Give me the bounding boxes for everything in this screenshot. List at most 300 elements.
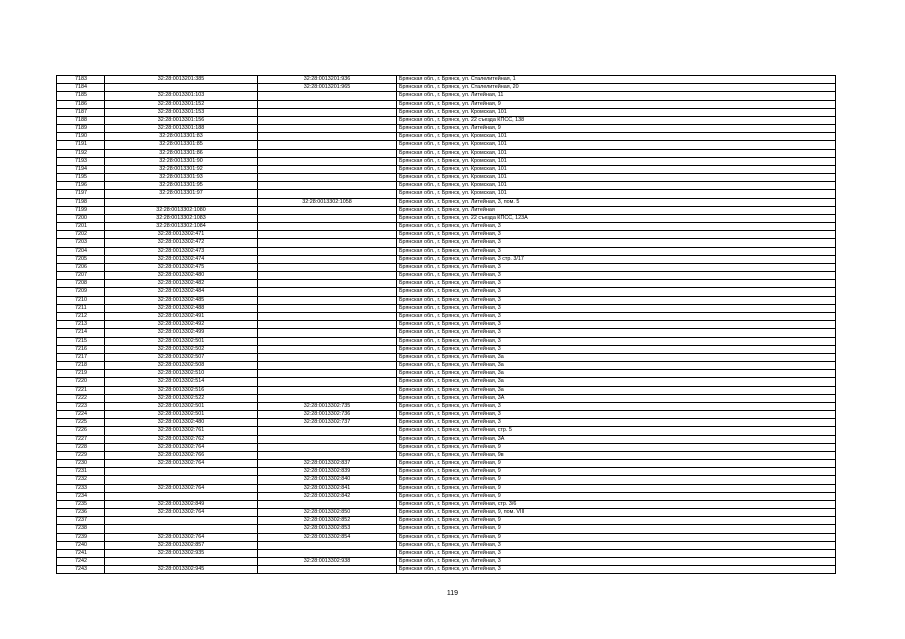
table-row <box>57 525 836 533</box>
parent-cadastral-number-cell <box>258 329 397 337</box>
row-number-cell: 7240 <box>57 541 105 549</box>
cadastral-number-cell: 32:28:0013302:761 <box>105 427 258 435</box>
address-cell: Брянская обл., г. Брянск, ул. Литейная, 3 <box>397 247 836 255</box>
parent-cadastral-number-cell <box>258 133 397 141</box>
address-cell: Брянская обл., г. Брянск, ул. Литейная, 11 <box>397 92 836 100</box>
table-row <box>57 263 836 271</box>
parent-cadastral-number-cell <box>258 378 397 386</box>
table-row <box>57 541 836 549</box>
row-number-cell: 7195 <box>57 174 105 182</box>
parent-cadastral-number-cell <box>258 272 397 280</box>
row-number-cell: 7242 <box>57 558 105 566</box>
cadastral-number-cell: 32:28:0013302:484 <box>105 288 258 296</box>
row-number-cell: 7213 <box>57 321 105 329</box>
parent-cadastral-number-cell <box>258 549 397 557</box>
address-cell: Брянская обл., г. Брянск, ул. Кромская, 101 <box>397 133 836 141</box>
row-number-cell: 7233 <box>57 484 105 492</box>
table-row <box>57 378 836 386</box>
address-cell: Брянская обл., г. Брянск, ул. Кромская, 101 <box>397 108 836 116</box>
cadastral-number-cell: 32:28:0013302:485 <box>105 296 258 304</box>
row-number-cell: 7189 <box>57 125 105 133</box>
table-row <box>57 133 836 141</box>
address-cell: Брянская обл., г. Брянск, ул. Литейная, 3 <box>397 402 836 410</box>
row-number-cell: 7215 <box>57 337 105 345</box>
cadastral-number-cell: 32:28:0013302:491 <box>105 312 258 320</box>
parent-cadastral-number-cell <box>258 386 397 394</box>
table-row <box>57 451 836 459</box>
cadastral-number-cell: 32:28:0013302:482 <box>105 280 258 288</box>
address-cell: Брянская обл., г. Брянск, ул. Литейная, 3 <box>397 304 836 312</box>
address-cell: Брянская обл., г. Брянск, ул. Литейная, 3а <box>397 353 836 361</box>
parent-cadastral-number-cell <box>258 296 397 304</box>
parent-cadastral-number-cell <box>258 231 397 239</box>
cadastral-number-cell: 32:28:0013302:480 <box>105 272 258 280</box>
table-row <box>57 100 836 108</box>
cadastral-number-cell: 32:28:0013302:475 <box>105 263 258 271</box>
cadastral-number-cell: 32:28:0013201:385 <box>105 76 258 84</box>
address-cell: Брянская обл., г. Брянск, ул. Литейная, 3а <box>397 386 836 394</box>
address-cell: Брянская обл., г. Брянск, ул. Литейная, 3, пом. 5 <box>397 198 836 206</box>
parent-cadastral-number-cell <box>258 255 397 263</box>
row-number-cell: 7210 <box>57 296 105 304</box>
cadastral-number-cell <box>105 476 258 484</box>
table-row <box>57 141 836 149</box>
address-cell: Брянская обл., г. Брянск, ул. Литейная, 9 <box>397 125 836 133</box>
parent-cadastral-number-cell <box>258 263 397 271</box>
parent-cadastral-number-cell: 32:28:0013302:1058 <box>258 198 397 206</box>
row-number-cell: 7206 <box>57 263 105 271</box>
address-cell: Брянская обл., г. Брянск, ул. Кромская, 101 <box>397 141 836 149</box>
row-number-cell: 7188 <box>57 116 105 124</box>
row-number-cell: 7212 <box>57 312 105 320</box>
parent-cadastral-number-cell <box>258 280 397 288</box>
cadastral-number-cell: 32:28:0013302:766 <box>105 451 258 459</box>
parent-cadastral-number-cell: 32:28:0013302:850 <box>258 509 397 517</box>
row-number-cell: 7185 <box>57 92 105 100</box>
parent-cadastral-number-cell: 32:28:0013302:854 <box>258 533 397 541</box>
address-cell: Брянская обл., г. Брянск, ул. Кромская, 101 <box>397 149 836 157</box>
table-row <box>57 272 836 280</box>
parent-cadastral-number-cell: 32:28:0013302:841 <box>258 484 397 492</box>
address-cell: Брянская обл., г. Брянск, ул. Литейная, 3 <box>397 280 836 288</box>
parent-cadastral-number-cell <box>258 345 397 353</box>
parent-cadastral-number-cell <box>258 435 397 443</box>
cadastral-number-cell: 32:28:0013301:156 <box>105 116 258 124</box>
parent-cadastral-number-cell <box>258 541 397 549</box>
row-number-cell: 7231 <box>57 468 105 476</box>
table-row <box>57 165 836 173</box>
cadastral-number-cell <box>105 492 258 500</box>
table-row <box>57 296 836 304</box>
address-cell: Брянская обл., г. Брянск, ул. Литейная, 3 <box>397 337 836 345</box>
row-number-cell: 7218 <box>57 362 105 370</box>
cadastral-number-cell: 32:28:0013302:1084 <box>105 223 258 231</box>
address-cell: Брянская обл., г. Брянск, ул. Литейная, 9 <box>397 476 836 484</box>
parent-cadastral-number-cell <box>258 288 397 296</box>
parent-cadastral-number-cell <box>258 321 397 329</box>
table-row <box>57 231 836 239</box>
address-cell: Брянская обл., г. Брянск, ул. Литейная, 3 стр. 3/17 <box>397 255 836 263</box>
cadastral-number-cell <box>105 468 258 476</box>
table-row <box>57 345 836 353</box>
table-row <box>57 198 836 206</box>
parent-cadastral-number-cell <box>258 116 397 124</box>
address-cell: Брянская обл., г. Брянск, ул. Литейная, 3 <box>397 411 836 419</box>
cadastral-number-cell: 32:28:0013302:849 <box>105 500 258 508</box>
parent-cadastral-number-cell <box>258 92 397 100</box>
row-number-cell: 7204 <box>57 247 105 255</box>
cadastral-number-cell: 32:28:0013302:764 <box>105 484 258 492</box>
table-row <box>57 304 836 312</box>
parent-cadastral-number-cell <box>258 247 397 255</box>
cadastral-number-cell: 32:28:0013301:188 <box>105 125 258 133</box>
parent-cadastral-number-cell <box>258 174 397 182</box>
cadastral-number-cell: 32:28:0013302:501 <box>105 337 258 345</box>
table-row <box>57 566 836 574</box>
table-row <box>57 84 836 92</box>
parent-cadastral-number-cell: 32:28:0013302:853 <box>258 525 397 533</box>
table-row <box>57 116 836 124</box>
row-number-cell: 7207 <box>57 272 105 280</box>
cadastral-number-cell: 32:28:0013302:510 <box>105 370 258 378</box>
cadastral-number-cell <box>105 558 258 566</box>
table-row <box>57 182 836 190</box>
row-number-cell: 7203 <box>57 239 105 247</box>
cadastral-number-cell: 32:28:0013301:103 <box>105 92 258 100</box>
table-row <box>57 549 836 557</box>
parent-cadastral-number-cell: 32:28:0013302:842 <box>258 492 397 500</box>
parent-cadastral-number-cell <box>258 100 397 108</box>
cadastral-number-cell: 32:28:0013302:764 <box>105 509 258 517</box>
cadastral-number-cell: 32:28:0013302:488 <box>105 304 258 312</box>
table-row <box>57 533 836 541</box>
address-cell: Брянская обл., г. Брянск, ул. Литейная, 3 <box>397 345 836 353</box>
address-cell: Брянская обл., г. Брянск, ул. Литейная, 3а <box>397 370 836 378</box>
cadastral-number-cell: 32:28:0013301:152 <box>105 100 258 108</box>
parent-cadastral-number-cell <box>258 394 397 402</box>
address-cell: Брянская обл., г. Брянск, ул. Литейная, 3А <box>397 394 836 402</box>
address-cell: Брянская обл., г. Брянск, ул. Литейная, 3 <box>397 549 836 557</box>
cadastral-number-cell: 32:28:0013302:764 <box>105 460 258 468</box>
row-number-cell: 7220 <box>57 378 105 386</box>
table-row <box>57 353 836 361</box>
row-number-cell: 7235 <box>57 500 105 508</box>
cadastral-number-cell: 32:28:0013302:1083 <box>105 214 258 222</box>
row-number-cell: 7192 <box>57 149 105 157</box>
parent-cadastral-number-cell <box>258 206 397 214</box>
cadastral-number-cell: 32:28:0013301:95 <box>105 182 258 190</box>
address-cell: Брянская обл., г. Брянск, ул. Литейная, 3а <box>397 362 836 370</box>
parent-cadastral-number-cell: 32:28:0013201:965 <box>258 84 397 92</box>
address-cell: Брянская обл., г. Брянск, ул. Литейная, 9 <box>397 460 836 468</box>
address-cell: Брянская обл., г. Брянск, ул. Литейная, 9 <box>397 533 836 541</box>
row-number-cell: 7187 <box>57 108 105 116</box>
address-cell: Брянская обл., г. Брянск, ул. Литейная <box>397 206 836 214</box>
cadastral-number-cell <box>105 84 258 92</box>
address-cell: Брянская обл., г. Брянск, ул. Кромская, 101 <box>397 174 836 182</box>
cadastral-number-cell: 32:28:0013302:508 <box>105 362 258 370</box>
row-number-cell: 7217 <box>57 353 105 361</box>
table-row <box>57 174 836 182</box>
cadastral-number-cell: 32:28:0013302:499 <box>105 329 258 337</box>
address-cell: Брянская обл., г. Брянск, ул. Литейная, 9, пом. VIII <box>397 509 836 517</box>
parent-cadastral-number-cell <box>258 427 397 435</box>
table-row <box>57 125 836 133</box>
cadastral-number-cell: 32:28:0013301:153 <box>105 108 258 116</box>
row-number-cell: 7239 <box>57 533 105 541</box>
cadastral-number-cell: 32:28:0013302:1080 <box>105 206 258 214</box>
row-number-cell: 7214 <box>57 329 105 337</box>
table-row <box>57 337 836 345</box>
row-number-cell: 7232 <box>57 476 105 484</box>
parent-cadastral-number-cell <box>258 370 397 378</box>
cadastral-number-cell: 32:28:0013301:97 <box>105 190 258 198</box>
cadastral-number-cell: 32:28:0013301:83 <box>105 133 258 141</box>
address-cell: Брянская обл., г. Брянск, ул. Литейная, 3 <box>397 231 836 239</box>
address-cell: Брянская обл., г. Брянск, ул. Литейная, 3 <box>397 296 836 304</box>
row-number-cell: 7199 <box>57 206 105 214</box>
cadastral-number-cell: 32:28:0013302:516 <box>105 386 258 394</box>
row-number-cell: 7222 <box>57 394 105 402</box>
table-row <box>57 108 836 116</box>
table-row <box>57 214 836 222</box>
parent-cadastral-number-cell: 32:28:0013201:936 <box>258 76 397 84</box>
cadastral-number-cell: 32:28:0013301:92 <box>105 165 258 173</box>
table-row <box>57 394 836 402</box>
table-row <box>57 288 836 296</box>
row-number-cell: 7238 <box>57 525 105 533</box>
parent-cadastral-number-cell <box>258 149 397 157</box>
cadastral-number-cell: 32:28:0013302:507 <box>105 353 258 361</box>
address-cell: Брянская обл., г. Брянск, ул. Литейная, 3 <box>397 566 836 574</box>
address-cell: Брянская обл., г. Брянск, ул. Литейная, 3А <box>397 435 836 443</box>
table-row <box>57 386 836 394</box>
row-number-cell: 7241 <box>57 549 105 557</box>
table-row <box>57 476 836 484</box>
row-number-cell: 7205 <box>57 255 105 263</box>
cadastral-number-cell: 32:28:0013302:522 <box>105 394 258 402</box>
table-row <box>57 280 836 288</box>
parent-cadastral-number-cell <box>258 566 397 574</box>
row-number-cell: 7219 <box>57 370 105 378</box>
row-number-cell: 7223 <box>57 402 105 410</box>
address-cell: Брянская обл., г. Брянск, ул. Литейная, 9 <box>397 492 836 500</box>
address-cell: Брянская обл., г. Брянск, ул. Литейная, 3а <box>397 378 836 386</box>
row-number-cell: 7225 <box>57 419 105 427</box>
parent-cadastral-number-cell: 32:28:0013302:839 <box>258 468 397 476</box>
address-cell: Брянская обл., г. Брянск, ул. Литейная, 3 <box>397 321 836 329</box>
table-row <box>57 149 836 157</box>
cadastral-number-cell <box>105 198 258 206</box>
cadastral-number-cell: 32:28:0013302:472 <box>105 239 258 247</box>
row-number-cell: 7208 <box>57 280 105 288</box>
address-cell: Брянская обл., г. Брянск, ул. Кромская, 101 <box>397 165 836 173</box>
parent-cadastral-number-cell <box>258 443 397 451</box>
table-row <box>57 509 836 517</box>
parent-cadastral-number-cell <box>258 223 397 231</box>
table-row <box>57 460 836 468</box>
address-cell: Брянская обл., г. Брянск, ул. Литейная, 3 <box>397 419 836 427</box>
parent-cadastral-number-cell: 32:28:0013302:737 <box>258 419 397 427</box>
address-cell: Брянская обл., г. Брянск, ул. Литейная, стр. 5 <box>397 427 836 435</box>
row-number-cell: 7211 <box>57 304 105 312</box>
cadastral-number-cell: 32:28:0013302:480 <box>105 419 258 427</box>
parent-cadastral-number-cell: 32:28:0013302:938 <box>258 558 397 566</box>
row-number-cell: 7200 <box>57 214 105 222</box>
table-row <box>57 312 836 320</box>
cadastral-number-cell: 32:28:0013302:471 <box>105 231 258 239</box>
parent-cadastral-number-cell <box>258 190 397 198</box>
row-number-cell: 7202 <box>57 231 105 239</box>
row-number-cell: 7221 <box>57 386 105 394</box>
address-cell: Брянская обл., г. Брянск, ул. Литейная, стр. 3/6 <box>397 500 836 508</box>
table-row <box>57 558 836 566</box>
row-number-cell: 7184 <box>57 84 105 92</box>
row-number-cell: 7237 <box>57 517 105 525</box>
table-row <box>57 402 836 410</box>
table-row <box>57 492 836 500</box>
row-number-cell: 7229 <box>57 451 105 459</box>
table-row <box>57 484 836 492</box>
address-cell: Брянская обл., г. Брянск, ул. Литейная, 9 <box>397 443 836 451</box>
row-number-cell: 7224 <box>57 411 105 419</box>
cadastral-number-cell: 32:28:0013302:764 <box>105 533 258 541</box>
address-cell: Брянская обл., г. Брянск, ул. Литейная, 9 <box>397 525 836 533</box>
row-number-cell: 7193 <box>57 157 105 165</box>
cadastral-number-cell <box>105 517 258 525</box>
parent-cadastral-number-cell <box>258 312 397 320</box>
address-cell: Брянская обл., г. Брянск, ул. Сталелитейная, 20 <box>397 84 836 92</box>
address-cell: Брянская обл., г. Брянск, ул. Литейная, 3 <box>397 288 836 296</box>
table-row <box>57 362 836 370</box>
address-cell: Брянская обл., г. Брянск, ул. Кромская, 101 <box>397 157 836 165</box>
table-row <box>57 468 836 476</box>
table-row <box>57 411 836 419</box>
cadastral-number-cell: 32:28:0013302:492 <box>105 321 258 329</box>
parent-cadastral-number-cell: 32:28:0013302:852 <box>258 517 397 525</box>
row-number-cell: 7228 <box>57 443 105 451</box>
table-row <box>57 255 836 263</box>
address-cell: Брянская обл., г. Брянск, ул. Литейная, 3 <box>397 272 836 280</box>
table-row <box>57 157 836 165</box>
address-cell: Брянская обл., г. Брянск, ул. Литейная, 3 <box>397 263 836 271</box>
table-row <box>57 190 836 198</box>
row-number-cell: 7183 <box>57 76 105 84</box>
row-number-cell: 7230 <box>57 460 105 468</box>
row-number-cell: 7196 <box>57 182 105 190</box>
row-number-cell: 7186 <box>57 100 105 108</box>
parent-cadastral-number-cell: 32:28:0013302:736 <box>258 411 397 419</box>
table-body <box>57 76 836 574</box>
parent-cadastral-number-cell: 32:28:0013302:735 <box>258 402 397 410</box>
address-cell: Брянская обл., г. Брянск, ул. Литейная, 9 <box>397 484 836 492</box>
address-cell: Брянская обл., г. Брянск, ул. Литейная, 3 <box>397 558 836 566</box>
cadastral-number-cell: 32:28:0013302:764 <box>105 443 258 451</box>
cadastral-number-cell: 32:28:0013301:90 <box>105 157 258 165</box>
row-number-cell: 7209 <box>57 288 105 296</box>
row-number-cell: 7236 <box>57 509 105 517</box>
table-row <box>57 76 836 84</box>
address-cell: Брянская обл., г. Брянск, ул. Литейная, 3 <box>397 329 836 337</box>
table-row <box>57 329 836 337</box>
parent-cadastral-number-cell <box>258 304 397 312</box>
cadastral-number-cell: 32:28:0013302:501 <box>105 411 258 419</box>
address-cell: Брянская обл., г. Брянск, ул. Литейная, 9 <box>397 100 836 108</box>
parent-cadastral-number-cell <box>258 125 397 133</box>
parent-cadastral-number-cell <box>258 239 397 247</box>
parent-cadastral-number-cell <box>258 214 397 222</box>
cadastral-number-cell: 32:28:0013302:762 <box>105 435 258 443</box>
parent-cadastral-number-cell <box>258 141 397 149</box>
table-row <box>57 92 836 100</box>
cadastral-table <box>56 75 836 574</box>
parent-cadastral-number-cell <box>258 108 397 116</box>
cadastral-number-cell: 32:28:0013301:86 <box>105 149 258 157</box>
address-cell: Брянская обл., г. Брянск, ул. Кромская, 101 <box>397 182 836 190</box>
row-number-cell: 7197 <box>57 190 105 198</box>
cadastral-number-cell: 32:28:0013302:857 <box>105 541 258 549</box>
table-row <box>57 321 836 329</box>
table-row <box>57 239 836 247</box>
address-cell: Брянская обл., г. Брянск, ул. 22 съезда КПСС, 138 <box>397 116 836 124</box>
cadastral-number-cell: 32:28:0013301:93 <box>105 174 258 182</box>
cadastral-number-cell: 32:28:0013302:474 <box>105 255 258 263</box>
row-number-cell: 7201 <box>57 223 105 231</box>
parent-cadastral-number-cell <box>258 337 397 345</box>
parent-cadastral-number-cell <box>258 451 397 459</box>
row-number-cell: 7194 <box>57 165 105 173</box>
address-cell: Брянская обл., г. Брянск, ул. Сталелитейная, 1 <box>397 76 836 84</box>
table-row <box>57 419 836 427</box>
cadastral-number-cell: 32:28:0013302:935 <box>105 549 258 557</box>
cadastral-number-cell: 32:28:0013302:514 <box>105 378 258 386</box>
parent-cadastral-number-cell <box>258 157 397 165</box>
parent-cadastral-number-cell: 32:28:0013302:840 <box>258 476 397 484</box>
table-row <box>57 435 836 443</box>
cadastral-number-cell: 32:28:0013302:502 <box>105 345 258 353</box>
row-number-cell: 7190 <box>57 133 105 141</box>
row-number-cell: 7216 <box>57 345 105 353</box>
table-row <box>57 223 836 231</box>
parent-cadastral-number-cell <box>258 165 397 173</box>
parent-cadastral-number-cell: 32:28:0013302:837 <box>258 460 397 468</box>
row-number-cell: 7243 <box>57 566 105 574</box>
cadastral-number-cell <box>105 525 258 533</box>
cadastral-number-cell: 32:28:0013301:85 <box>105 141 258 149</box>
address-cell: Брянская обл., г. Брянск, ул. Литейная, 9в <box>397 451 836 459</box>
table-row <box>57 206 836 214</box>
table-row <box>57 500 836 508</box>
parent-cadastral-number-cell <box>258 362 397 370</box>
address-cell: Брянская обл., г. Брянск, ул. Литейная, 3 <box>397 223 836 231</box>
table-row <box>57 517 836 525</box>
parent-cadastral-number-cell <box>258 353 397 361</box>
page-number: 119 <box>446 590 459 597</box>
cadastral-number-cell: 32:28:0013302:501 <box>105 402 258 410</box>
address-cell: Брянская обл., г. Брянск, ул. Литейная, 3 <box>397 312 836 320</box>
table-row <box>57 427 836 435</box>
parent-cadastral-number-cell <box>258 500 397 508</box>
address-cell: Брянская обл., г. Брянск, ул. Литейная, 3 <box>397 239 836 247</box>
row-number-cell: 7191 <box>57 141 105 149</box>
row-number-cell: 7227 <box>57 435 105 443</box>
cadastral-number-cell: 32:28:0013302:945 <box>105 566 258 574</box>
table-row <box>57 247 836 255</box>
row-number-cell: 7198 <box>57 198 105 206</box>
address-cell: Брянская обл., г. Брянск, ул. 22 съезда КПСС, 123А <box>397 214 836 222</box>
address-cell: Брянская обл., г. Брянск, ул. Литейная, 9 <box>397 468 836 476</box>
address-cell: Брянская обл., г. Брянск, ул. Литейная, 9 <box>397 517 836 525</box>
